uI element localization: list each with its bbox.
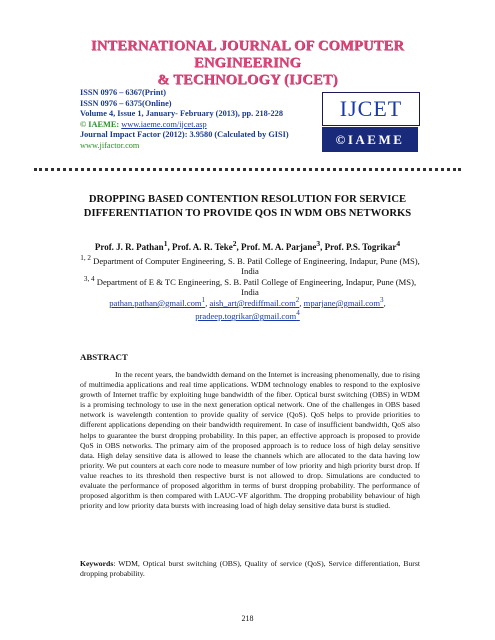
issn-online: ISSN 0976 – 6375(Online) [80,98,172,108]
author: Prof. P.S. Togrikar$^4$ [324,239,401,252]
author-emails: pathan.pathan@gmail.com$^1$, aish_art@rediffmail.com$^2$, mparjane@gmail.com$^3$, pradeep.togrikar@gmail.com$^4$ [109,296,386,322]
abstract-heading: ABSTRACT [80,352,128,362]
abstract-body: In the recent years, the bandwidth demand on the Internet is increasing phenomenally, due to rising of multimedia applications and real time applications. WDM technology enables to respond to the explosive growth of Internet traffic by exploiting huge bandwidth of the fiber. Optical burst switching (OBS) in WDM is a promising technology to use in the next generation optical network. One of the challenges in OBS based network is wavelength contention to provide quality of service (QoS). QoS helps to provide priorities to different applications depending on their bandwidth requirement. In case of insufficient bandwidth, QoS also helps to guarantee the burst dropping probability. In this paper, an effective approach is proposed to provide QoS in OBS networks. The primary aim of the proposed approach is to reduce loss of high delay sensitive data. High delay sensitive data is allowed to lease the channels which are allocated to the data having low priority. We put counters at each core node to measure number of low priority and high priority burst drop. If value reaches to its threshold then respective burst is not allowed to drop. Simulations are conducted to evaluate the performance of proposed algorithm in terms of burst dropping probability. The performance of proposed algorithm is then compared with LAUC-VF algorithm. The dropping probability behaviour of high priority and low priority data bursts with increasing load of high delay sensitive data burst is studied. [80,370,420,511]
journal-title [40,38,455,89]
iaeme-prefix: © IAEME: [80,119,122,129]
affiliation-1-text: Department of Computer Engineering, S. B. Patil College of Engineering, Indapur, Pune (MS), India [93,255,420,277]
ijcet-logo: IJCET [322,92,420,126]
email-link[interactable]: pradeep.togrikar@gmail.com$^4$ [195,309,300,322]
iaeme-line [80,120,320,131]
paper-title-line2: DIFFERENTIATION TO PROVIDE QOS IN WDM OBS NETWORKS [83,207,412,219]
author: Prof. J. R. Pathan$^1$ [94,239,168,252]
keywords-text: : WDM, Optical burst switching (OBS), Quality of service (QoS), Service differentiation, Burst dropping probability. [80,559,420,579]
page-number: 218 [241,614,254,623]
email-link[interactable]: mparjane@gmail.com$^3$ [303,296,384,308]
affiliation-1-sup: 1, 2 [80,254,91,262]
iaeme-link[interactable]: www.iaeme.com/ijcet.asp [121,119,207,129]
volume-info: Volume 4, Issue 1, January- February (2013), pp. 218-228 [80,109,283,119]
paper-title-line1: DROPPING BASED CONTENTION RESOLUTION FOR SERVICE [88,194,407,205]
impact-factor: Journal Impact Factor (2012): 3.9580 (Calculated by GISI) [80,130,289,140]
iaeme-logo: ©IAEME [322,127,418,152]
dotted-divider [34,168,461,171]
email-link[interactable]: aish_art@rediffmail.com$^2$ [209,296,300,308]
author-list: Prof. J. R. Pathan$^1$, Prof. A. R. Teke$^2$, Prof. M. A. Parjane$^3$, Prof. P.S. Togrikar$^4$ [94,239,401,252]
paper-title [60,193,435,220]
author: Prof. A. R. Teke$^2$ [171,239,237,252]
keywords [80,559,420,579]
jifactor-link[interactable]: www.jifactor.com [80,140,140,150]
author: Prof. M. A. Parjane$^3$ [241,239,321,252]
email-link[interactable]: pathan.pathan@gmail.com$^1$ [109,296,206,308]
keywords-label: Keywords [80,559,114,568]
issn-print: ISSN 0976 – 6367(Print) [80,88,166,97]
affiliation-2-sup: 3, 4 [83,275,95,283]
journal-meta [80,88,320,152]
journal-title-line2: & TECHNOLOGY (IJCET) [157,72,338,88]
affiliation-2-text: Department of E & TC Engineering, S. B. Patil College of Engineering, Indapur, Pune (MS), India [96,276,417,298]
journal-title-line1: INTERNATIONAL JOURNAL OF COMPUTER ENGINEERING [90,38,405,71]
